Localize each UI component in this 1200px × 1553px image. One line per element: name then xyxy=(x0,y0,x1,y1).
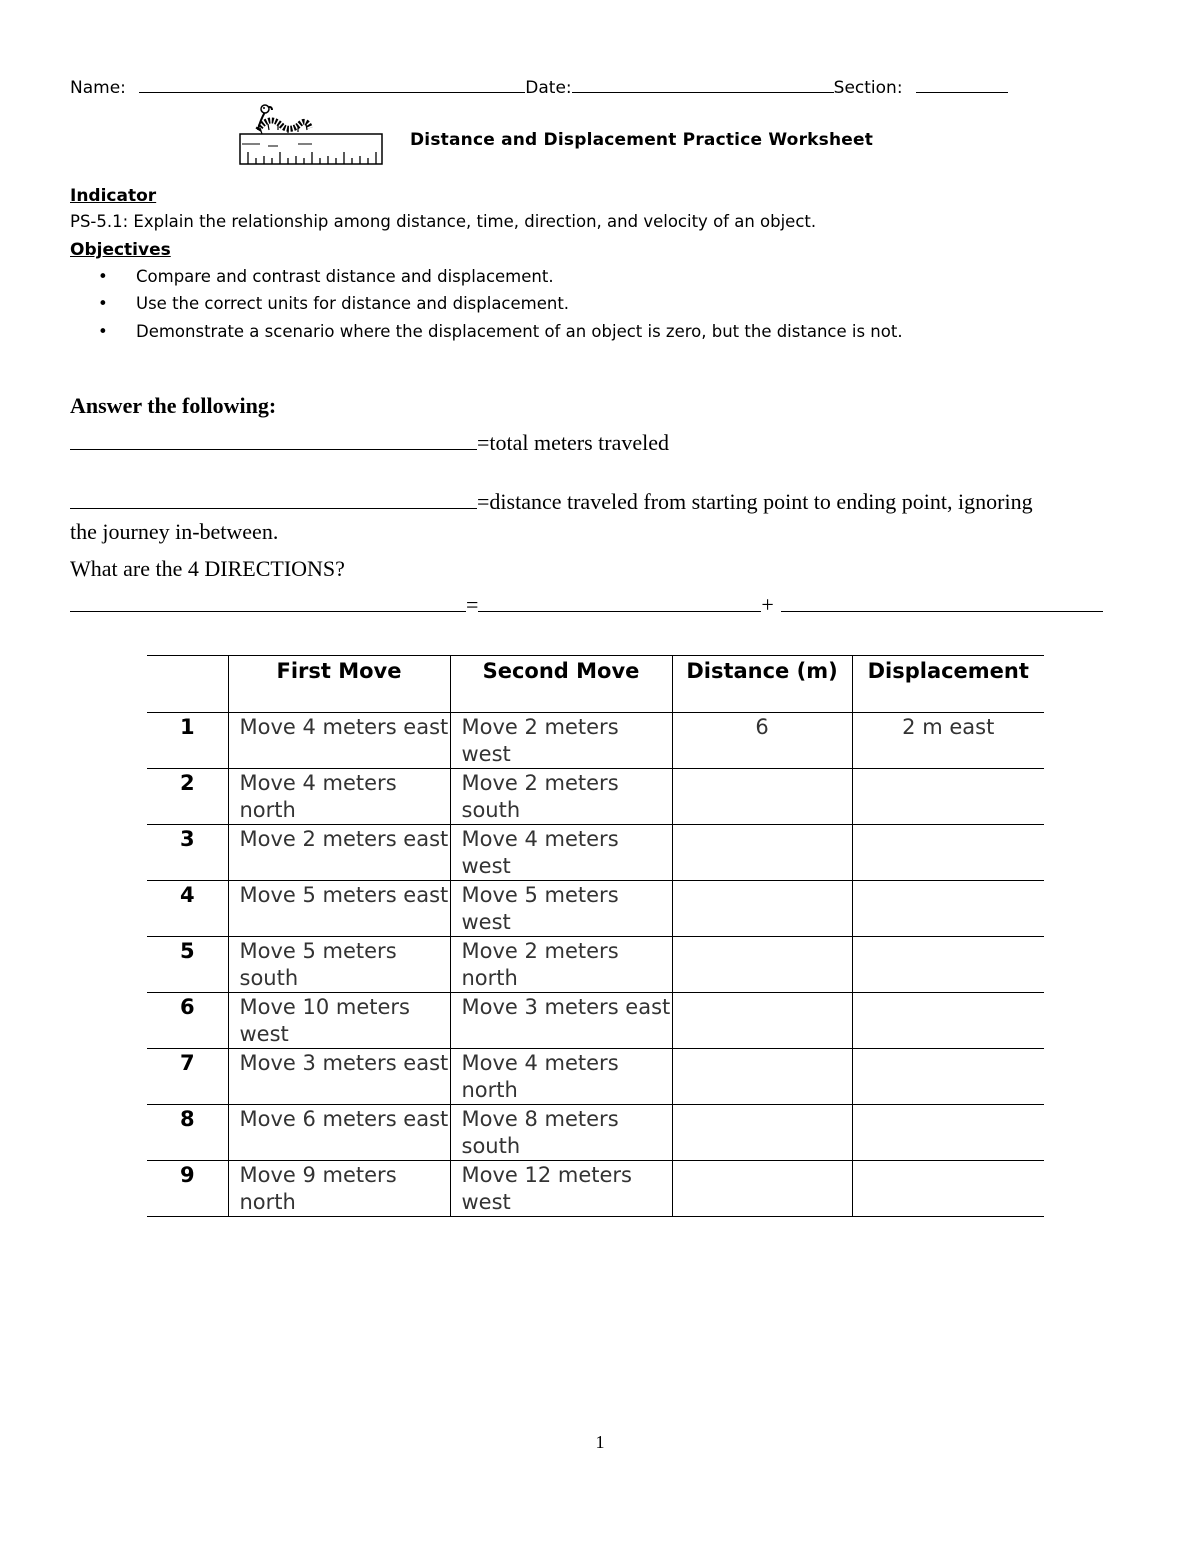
displacement-cell[interactable] xyxy=(852,881,1044,937)
date-label: Date: xyxy=(525,78,572,98)
objective-text: Use the correct units for distance and displacement. xyxy=(136,294,570,313)
worksheet-title: Distance and Displacement Practice Worksheet xyxy=(410,130,874,150)
equals-sign: = xyxy=(466,592,479,617)
distance-cell[interactable] xyxy=(672,937,852,993)
first-move-cell: Move 4 meters north xyxy=(228,769,450,825)
row-number: 9 xyxy=(147,1161,228,1217)
distance-cell[interactable] xyxy=(672,1049,852,1105)
answer-heading: Answer the following: xyxy=(70,393,277,418)
header-first-move: First Move xyxy=(228,656,450,713)
displacement-cell[interactable] xyxy=(852,1105,1044,1161)
inchworm-ruler-icon xyxy=(238,100,384,172)
table-row xyxy=(147,881,1044,937)
second-move-cell: Move 12 meters west xyxy=(450,1161,672,1217)
name-field[interactable] xyxy=(139,74,525,93)
first-move-cell: Move 2 meters east xyxy=(228,825,450,881)
answer-blank-1[interactable] xyxy=(70,431,477,450)
row-number: 4 xyxy=(147,881,228,937)
plus-sign: + xyxy=(761,592,774,617)
displacement-cell[interactable] xyxy=(852,769,1044,825)
section-field[interactable] xyxy=(916,74,1008,93)
displacement-cell[interactable] xyxy=(852,937,1044,993)
first-move-cell: Move 5 meters east xyxy=(228,881,450,937)
header-number xyxy=(147,656,228,713)
table-row xyxy=(147,937,1044,993)
row-number: 3 xyxy=(147,825,228,881)
second-move-cell: Move 4 meters north xyxy=(450,1049,672,1105)
row-number: 1 xyxy=(147,713,228,769)
question-total-meters xyxy=(70,430,669,456)
objective-item xyxy=(98,322,903,341)
objective-item xyxy=(98,267,554,286)
displacement-cell[interactable]: 2 m east xyxy=(852,713,1044,769)
table-row xyxy=(147,825,1044,881)
distance-cell[interactable] xyxy=(672,1161,852,1217)
objective-text: Compare and contrast distance and displacement. xyxy=(136,267,554,286)
header-distance: Distance (m) xyxy=(672,656,852,713)
directions-question: What are the 4 DIRECTIONS? xyxy=(70,556,345,581)
answer-blank-4[interactable] xyxy=(478,593,761,612)
indicator-text: PS-5.1: Explain the relationship among distance, time, direction, and velocity of an object. xyxy=(70,212,817,231)
bullet: • xyxy=(98,322,108,341)
page-number: 1 xyxy=(595,1432,605,1452)
objective-item xyxy=(98,294,569,313)
distance-cell[interactable] xyxy=(672,769,852,825)
first-move-cell: Move 6 meters east xyxy=(228,1105,450,1161)
header-second-move: Second Move xyxy=(450,656,672,713)
table-row xyxy=(147,993,1044,1049)
name-label: Name: xyxy=(70,78,126,98)
objective-text: Demonstrate a scenario where the displacement of an object is zero, but the distance is not. xyxy=(136,322,903,341)
displacement-cell[interactable] xyxy=(852,1049,1044,1105)
row-number: 6 xyxy=(147,993,228,1049)
table-header-row xyxy=(147,656,1044,713)
second-move-cell: Move 3 meters east xyxy=(450,993,672,1049)
objectives-heading: Objectives xyxy=(70,240,171,260)
bullet: • xyxy=(98,267,108,286)
second-move-cell: Move 8 meters south xyxy=(450,1105,672,1161)
second-move-cell: Move 4 meters west xyxy=(450,825,672,881)
answer-blank-2[interactable] xyxy=(70,490,477,509)
displacement-cell[interactable] xyxy=(852,1161,1044,1217)
first-move-cell: Move 10 meters west xyxy=(228,993,450,1049)
question-start-end xyxy=(70,489,1033,515)
student-info-line xyxy=(70,74,1008,98)
answer-blank-5[interactable] xyxy=(781,593,1103,612)
equation-line xyxy=(70,592,1103,618)
first-move-cell: Move 5 meters south xyxy=(228,937,450,993)
second-move-cell: Move 2 meters north xyxy=(450,937,672,993)
question-text: =distance traveled from starting point to ending point, ignoring xyxy=(477,489,1033,514)
second-move-cell: Move 2 meters south xyxy=(450,769,672,825)
moves-table xyxy=(147,655,1044,1217)
row-number: 7 xyxy=(147,1049,228,1105)
indicator-heading: Indicator xyxy=(70,186,157,206)
table-row xyxy=(147,1161,1044,1217)
distance-cell[interactable] xyxy=(672,881,852,937)
first-move-cell: Move 3 meters east xyxy=(228,1049,450,1105)
distance-cell[interactable] xyxy=(672,993,852,1049)
header-displacement: Displacement xyxy=(852,656,1044,713)
distance-cell[interactable] xyxy=(672,1105,852,1161)
first-move-cell: Move 4 meters east xyxy=(228,713,450,769)
displacement-cell[interactable] xyxy=(852,993,1044,1049)
question-continuation: the journey in-between. xyxy=(70,519,279,544)
row-number: 8 xyxy=(147,1105,228,1161)
table-row xyxy=(147,1049,1044,1105)
second-move-cell: Move 2 meters west xyxy=(450,713,672,769)
section-label: Section: xyxy=(833,78,903,98)
distance-cell[interactable]: 6 xyxy=(672,713,852,769)
date-field[interactable] xyxy=(572,74,834,93)
question-text: =total meters traveled xyxy=(477,430,669,455)
second-move-cell: Move 5 meters west xyxy=(450,881,672,937)
displacement-cell[interactable] xyxy=(852,825,1044,881)
bullet: • xyxy=(98,294,108,313)
distance-cell[interactable] xyxy=(672,825,852,881)
answer-blank-3[interactable] xyxy=(70,593,466,612)
table-row xyxy=(147,1105,1044,1161)
row-number: 5 xyxy=(147,937,228,993)
row-number: 2 xyxy=(147,769,228,825)
table-row xyxy=(147,769,1044,825)
first-move-cell: Move 9 meters north xyxy=(228,1161,450,1217)
table-row xyxy=(147,713,1044,769)
